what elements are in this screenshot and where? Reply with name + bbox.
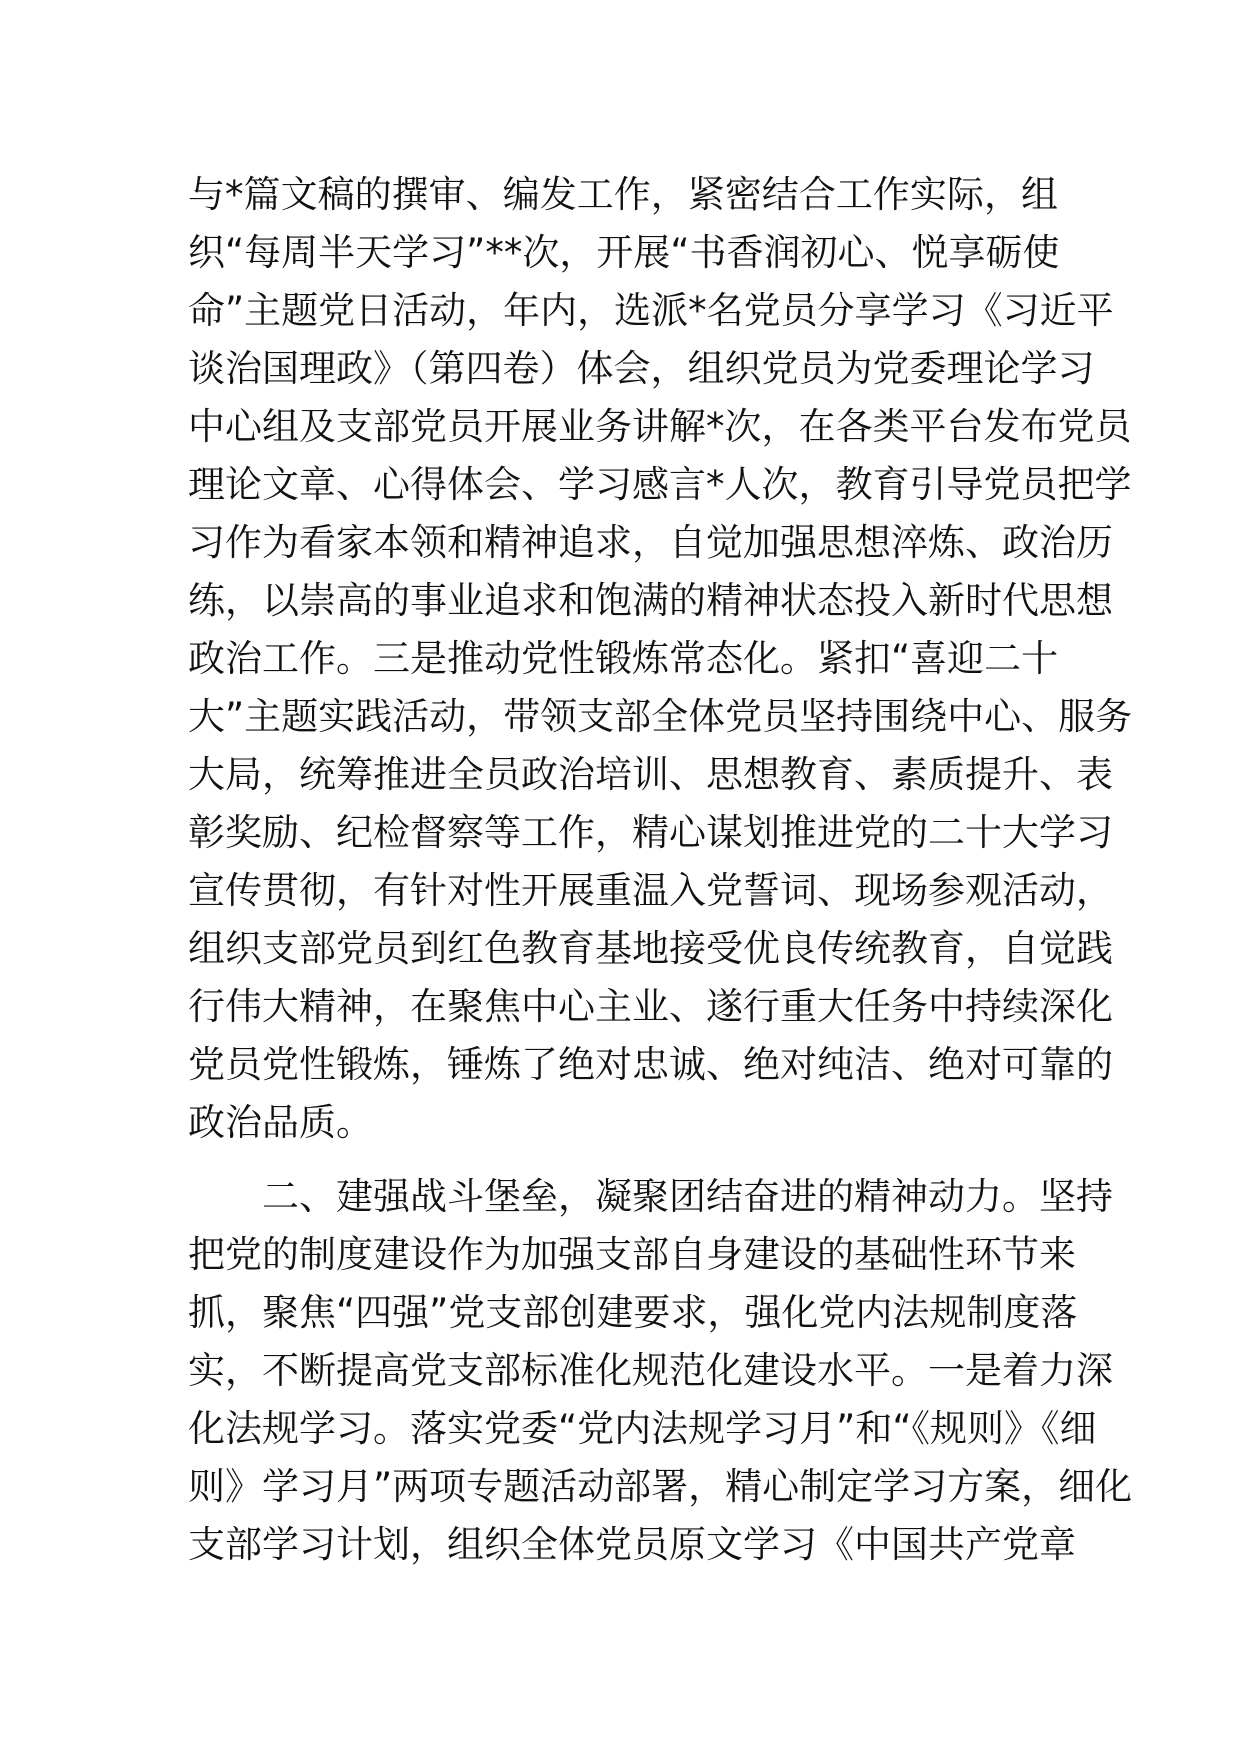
text-line: 彰奖励、纪检督察等工作，精心谋划推进党的二十大学习 bbox=[188, 811, 1113, 854]
text-line: 政治工作。三是推动党性锻炼常态化。紧扣“喜迎二十 bbox=[188, 637, 1059, 680]
text-line: 政治品质。 bbox=[188, 1101, 373, 1144]
text-line: 化法规学习。落实党委“党内法规学习月”和“《规则》《细 bbox=[188, 1407, 1097, 1450]
text-line: 行伟大精神，在聚焦中心主业、遂行重大任务中持续深化 bbox=[188, 985, 1113, 1028]
text-line: 二、建强战斗堡垒，凝聚团结奋进的精神动力。坚持 bbox=[262, 1175, 1113, 1218]
text-line: 抓，聚焦“四强”党支部创建要求，强化党内法规制度落 bbox=[188, 1291, 1078, 1334]
text-line: 则》学习月”两项专题活动部署，精心制定学习方案，细化 bbox=[188, 1465, 1133, 1508]
text-line: 谈治国理政》（第四卷）体会，组织党员为党委理论学习 bbox=[188, 347, 1095, 390]
text-line: 实，不断提高党支部标准化规范化建设水平。一是着力深 bbox=[188, 1349, 1113, 1392]
text-line: 织“每周半天学习”**次，开展“书香润初心、悦享砺使 bbox=[188, 231, 1060, 274]
text-line: 与*篇文稿的撰审、编发工作，紧密结合工作实际，组 bbox=[188, 173, 1058, 216]
paragraph-2 bbox=[188, 1168, 1133, 1574]
text-line: 大局，统筹推进全员政治培训、思想教育、素质提升、表 bbox=[188, 753, 1113, 796]
document-body bbox=[188, 166, 1133, 1574]
text-line: 大”主题实践活动，带领支部全体党员坚持围绕中心、服务 bbox=[188, 695, 1133, 738]
text-line: 练，以崇高的事业追求和饱满的精神状态投入新时代思想 bbox=[188, 579, 1113, 622]
text-line: 党员党性锻炼，锤炼了绝对忠诚、绝对纯洁、绝对可靠的 bbox=[188, 1043, 1113, 1086]
text-line: 宣传贯彻，有针对性开展重温入党誓词、现场参观活动， bbox=[188, 869, 1113, 912]
text-line: 支部学习计划，组织全体党员原文学习《中国共产党章 bbox=[188, 1523, 1076, 1566]
text-line: 习作为看家本领和精神追求，自觉加强思想淬炼、政治历 bbox=[188, 521, 1113, 564]
text-line: 组织支部党员到红色教育基地接受优良传统教育，自觉践 bbox=[188, 927, 1113, 970]
paragraph-gap bbox=[188, 1152, 1058, 1168]
paragraph-1 bbox=[188, 166, 1133, 1152]
text-line: 中心组及支部党员开展业务讲解*次，在各类平台发布党员 bbox=[188, 405, 1132, 448]
text-line: 把党的制度建设作为加强支部自身建设的基础性环节来 bbox=[188, 1233, 1076, 1276]
text-line: 理论文章、心得体会、学习感言*人次，教育引导党员把学 bbox=[188, 463, 1132, 506]
text-line: 命”主题党日活动，年内，选派*名党员分享学习《习近平 bbox=[188, 289, 1114, 332]
